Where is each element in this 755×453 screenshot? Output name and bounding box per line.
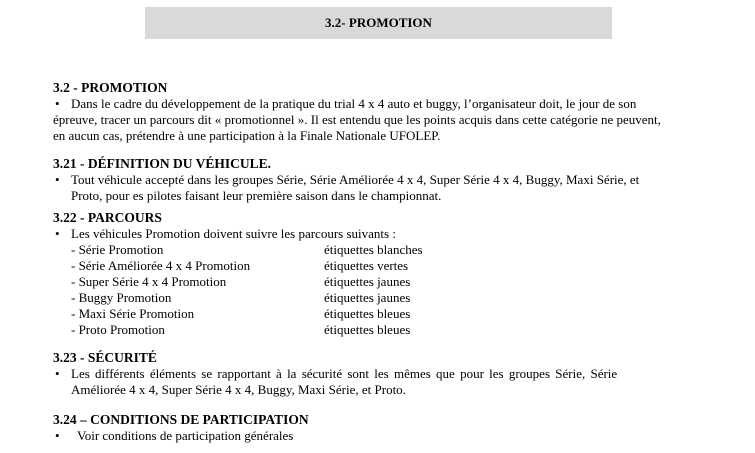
section-heading: 3.21 - DÉFINITION DU VÉHICULE. — [53, 156, 272, 171]
paragraph-line: épreuve, tracer un parcours dit « promotionnel ». Il est entendu que les points acquis dans cette catégorie ne peuvent, — [53, 112, 661, 127]
table-row — [71, 290, 713, 306]
paragraph-line: Les différents éléments se rapportant à la sécurité sont les mêmes que pour les groupes Série, Série — [71, 366, 618, 381]
bullet-paragraph — [53, 428, 713, 444]
label-color: étiquettes bleues — [324, 322, 411, 337]
group-name: - Série Améliorée 4 x 4 Promotion — [71, 258, 251, 273]
section-heading: 3.2 - PROMOTION — [53, 80, 168, 95]
bullet-paragraph — [53, 172, 713, 204]
paragraph-line: Proto, pour es pilotes faisant leur première saison dans le championnat. — [71, 188, 442, 203]
paragraph-line: Dans le cadre du développement de la pratique du trial 4 x 4 auto et buggy, l’organisateur doit, le jour de son — [71, 96, 637, 111]
section-conditions — [53, 412, 713, 444]
section-definition-vehicule — [53, 156, 713, 204]
bullet-paragraph — [53, 96, 713, 144]
label-color: étiquettes vertes — [324, 258, 409, 273]
bullet-icon: • — [55, 172, 60, 187]
group-name: - Série Promotion — [71, 242, 164, 257]
label-color: étiquettes jaunes — [324, 274, 411, 289]
paragraph-line: en aucun cas, prétendre à une participation à la Finale Nationale UFOLEP. — [53, 128, 441, 143]
conditions-text: Voir conditions de participation générales — [77, 428, 294, 443]
label-color: étiquettes jaunes — [324, 290, 411, 305]
parcours-intro: Les véhicules Promotion doivent suivre les parcours suivants : — [71, 226, 396, 241]
label-color: étiquettes bleues — [324, 306, 411, 321]
group-name: - Proto Promotion — [71, 322, 165, 337]
bullet-icon: • — [55, 366, 60, 381]
section-securite — [53, 350, 713, 398]
group-name: - Buggy Promotion — [71, 290, 172, 305]
bullet-icon: • — [55, 96, 60, 111]
bullet-paragraph — [53, 366, 713, 398]
bullet-icon: • — [55, 428, 60, 443]
section-parcours — [53, 210, 713, 338]
section-promotion — [53, 80, 713, 144]
section-heading: 3.23 - SÉCURITÉ — [53, 350, 157, 365]
paragraph-line: Tout véhicule accepté dans les groupes Série, Série Améliorée 4 x 4, Super Série 4 x 4, Buggy, Maxi Série, et — [71, 172, 640, 187]
table-row — [71, 322, 713, 338]
section-heading: 3.24 – CONDITIONS DE PARTICIPATION — [53, 412, 309, 427]
section-banner — [145, 7, 612, 39]
table-row — [71, 274, 713, 290]
table-row — [71, 242, 713, 258]
bullet-icon: • — [55, 226, 60, 241]
parcours-table — [53, 242, 713, 338]
group-name: - Super Série 4 x 4 Promotion — [71, 274, 227, 289]
group-name: - Maxi Série Promotion — [71, 306, 195, 321]
label-color: étiquettes blanches — [324, 242, 423, 257]
section-heading: 3.22 - PARCOURS — [53, 210, 162, 225]
table-row — [71, 258, 713, 274]
paragraph-line: Améliorée 4 x 4, Super Série 4 x 4, Buggy, Maxi Série, et Proto. — [71, 382, 406, 397]
bullet-paragraph — [53, 226, 713, 242]
banner-title: 3.2- PROMOTION — [325, 15, 432, 30]
table-row — [71, 306, 713, 322]
